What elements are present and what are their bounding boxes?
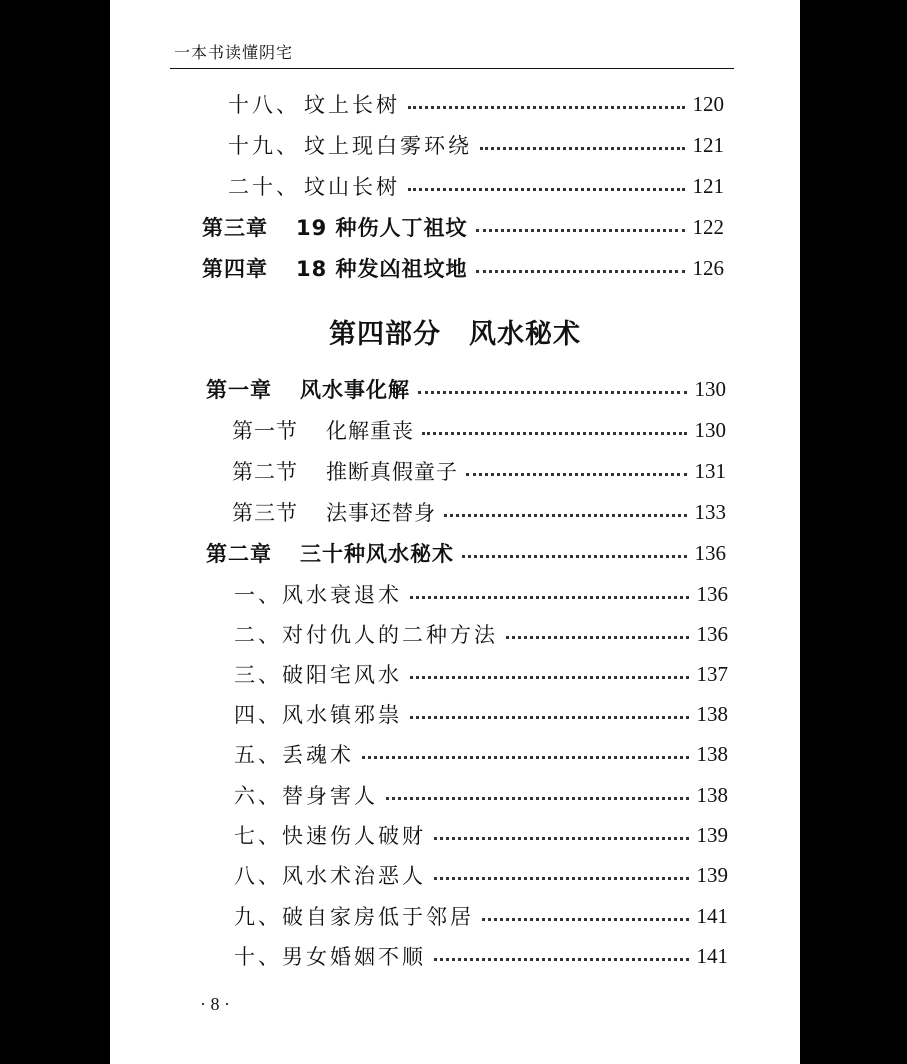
dot-leader <box>434 837 689 840</box>
toc-page-number: 138 <box>696 741 728 766</box>
toc-entry <box>234 899 728 933</box>
toc-page-number: 136 <box>696 581 728 606</box>
toc-chapter-entry <box>202 251 724 285</box>
toc-title: 风水衰退术 <box>282 583 402 607</box>
dot-leader <box>434 877 689 880</box>
toc-label: 九、 <box>234 905 282 929</box>
toc-section-entry <box>232 413 726 447</box>
toc-page-number: 130 <box>694 417 726 442</box>
toc-label: 六、 <box>234 784 282 808</box>
toc-label: 第三章 <box>202 216 268 240</box>
toc-entry <box>234 858 728 892</box>
toc-page-number: 131 <box>694 458 726 483</box>
toc-title: 三十种风水秘术 <box>300 542 454 566</box>
toc-label: 第二节 <box>232 460 298 484</box>
toc-entry <box>228 169 724 203</box>
toc-page-number: 139 <box>696 862 728 887</box>
toc-entry <box>234 657 728 691</box>
toc-label: 第一章 <box>206 378 272 402</box>
toc-title: 男女婚姻不顺 <box>282 945 426 969</box>
toc-chapter-entry <box>206 372 726 406</box>
toc-title: 破自家房低于邻居 <box>282 905 474 929</box>
dot-leader <box>482 918 689 921</box>
toc-page-number: 136 <box>694 540 726 565</box>
toc-title: 风水术治恶人 <box>282 864 426 888</box>
dot-leader <box>476 270 685 273</box>
toc-label: 十九、 <box>228 134 300 158</box>
toc-label: 二十、 <box>228 175 300 199</box>
toc-label: 七、 <box>234 824 282 848</box>
toc-label: 四、 <box>234 703 282 727</box>
toc-title: 快速伤人破财 <box>282 824 426 848</box>
dot-leader <box>480 147 685 150</box>
part-number: 第四部分 <box>329 319 441 350</box>
toc-entry <box>234 778 728 812</box>
toc-title: 19 种伤人丁祖坟 <box>296 216 468 240</box>
dot-leader <box>408 188 685 191</box>
toc-title: 坟山长树 <box>304 175 400 199</box>
toc-page-number: 139 <box>696 822 728 847</box>
toc-page-number: 122 <box>692 214 724 239</box>
header-rule <box>170 68 734 69</box>
toc-page-number: 121 <box>692 132 724 157</box>
toc-entry <box>234 577 728 611</box>
toc-page-number: 121 <box>692 173 724 198</box>
dot-leader <box>362 756 689 759</box>
dot-leader <box>444 514 687 517</box>
toc-page-number: 133 <box>694 499 726 524</box>
running-header: 一本书读懂阴宅 <box>174 43 294 62</box>
toc-label: 一、 <box>234 583 282 607</box>
toc-label: 三、 <box>234 663 282 687</box>
toc-entry <box>234 939 728 973</box>
toc-entry <box>228 87 724 121</box>
part-title: 风水秘术 <box>469 319 581 350</box>
toc-page-number: 120 <box>692 91 724 116</box>
toc-title: 化解重丧 <box>326 419 414 443</box>
page-number-footer: · 8 · <box>200 994 230 1014</box>
toc-entry <box>234 617 728 651</box>
dot-leader <box>410 676 689 679</box>
toc-title: 替身害人 <box>282 784 378 808</box>
dot-leader <box>408 106 685 109</box>
dot-leader <box>410 716 689 719</box>
toc-chapter-entry <box>206 536 726 570</box>
toc-title: 坟上现白雾环绕 <box>304 134 472 158</box>
toc-title: 推断真假童子 <box>326 460 458 484</box>
toc-page-number: 137 <box>696 661 728 686</box>
book-page <box>110 0 800 1064</box>
toc-entry <box>234 818 728 852</box>
toc-label: 十八、 <box>228 93 300 117</box>
toc-entry <box>228 128 724 162</box>
part-heading <box>110 312 800 351</box>
dot-leader <box>418 391 687 394</box>
toc-page-number: 138 <box>696 701 728 726</box>
toc-section-entry <box>232 495 726 529</box>
toc-title: 18 种发凶祖坟地 <box>296 257 468 281</box>
toc-label: 第一节 <box>232 419 298 443</box>
toc-title: 风水事化解 <box>300 378 410 402</box>
toc-entry <box>234 697 728 731</box>
toc-label: 第二章 <box>206 542 272 566</box>
toc-page-number: 130 <box>694 376 726 401</box>
toc-title: 法事还替身 <box>326 501 436 525</box>
dot-leader <box>386 797 689 800</box>
dot-leader <box>410 596 689 599</box>
toc-section-entry <box>232 454 726 488</box>
toc-label: 第四章 <box>202 257 268 281</box>
toc-label: 十、 <box>234 945 282 969</box>
dot-leader <box>466 473 687 476</box>
toc-label: 五、 <box>234 743 282 767</box>
dot-leader <box>434 958 689 961</box>
toc-page-number: 141 <box>696 943 728 968</box>
dot-leader <box>476 229 685 232</box>
toc-page-number: 138 <box>696 782 728 807</box>
toc-label: 二、 <box>234 623 282 647</box>
toc-page-number: 136 <box>696 621 728 646</box>
dot-leader <box>506 636 689 639</box>
toc-title: 对付仇人的二种方法 <box>282 623 498 647</box>
toc-title: 丢魂术 <box>282 743 354 767</box>
dot-leader <box>462 555 687 558</box>
toc-page-number: 126 <box>692 255 724 280</box>
dot-leader <box>422 432 687 435</box>
toc-title: 破阳宅风水 <box>282 663 402 687</box>
toc-page-number: 141 <box>696 903 728 928</box>
toc-title: 坟上长树 <box>304 93 400 117</box>
toc-entry <box>234 737 728 771</box>
toc-chapter-entry <box>202 210 724 244</box>
toc-label: 八、 <box>234 864 282 888</box>
toc-label: 第三节 <box>232 501 298 525</box>
toc-title: 风水镇邪祟 <box>282 703 402 727</box>
